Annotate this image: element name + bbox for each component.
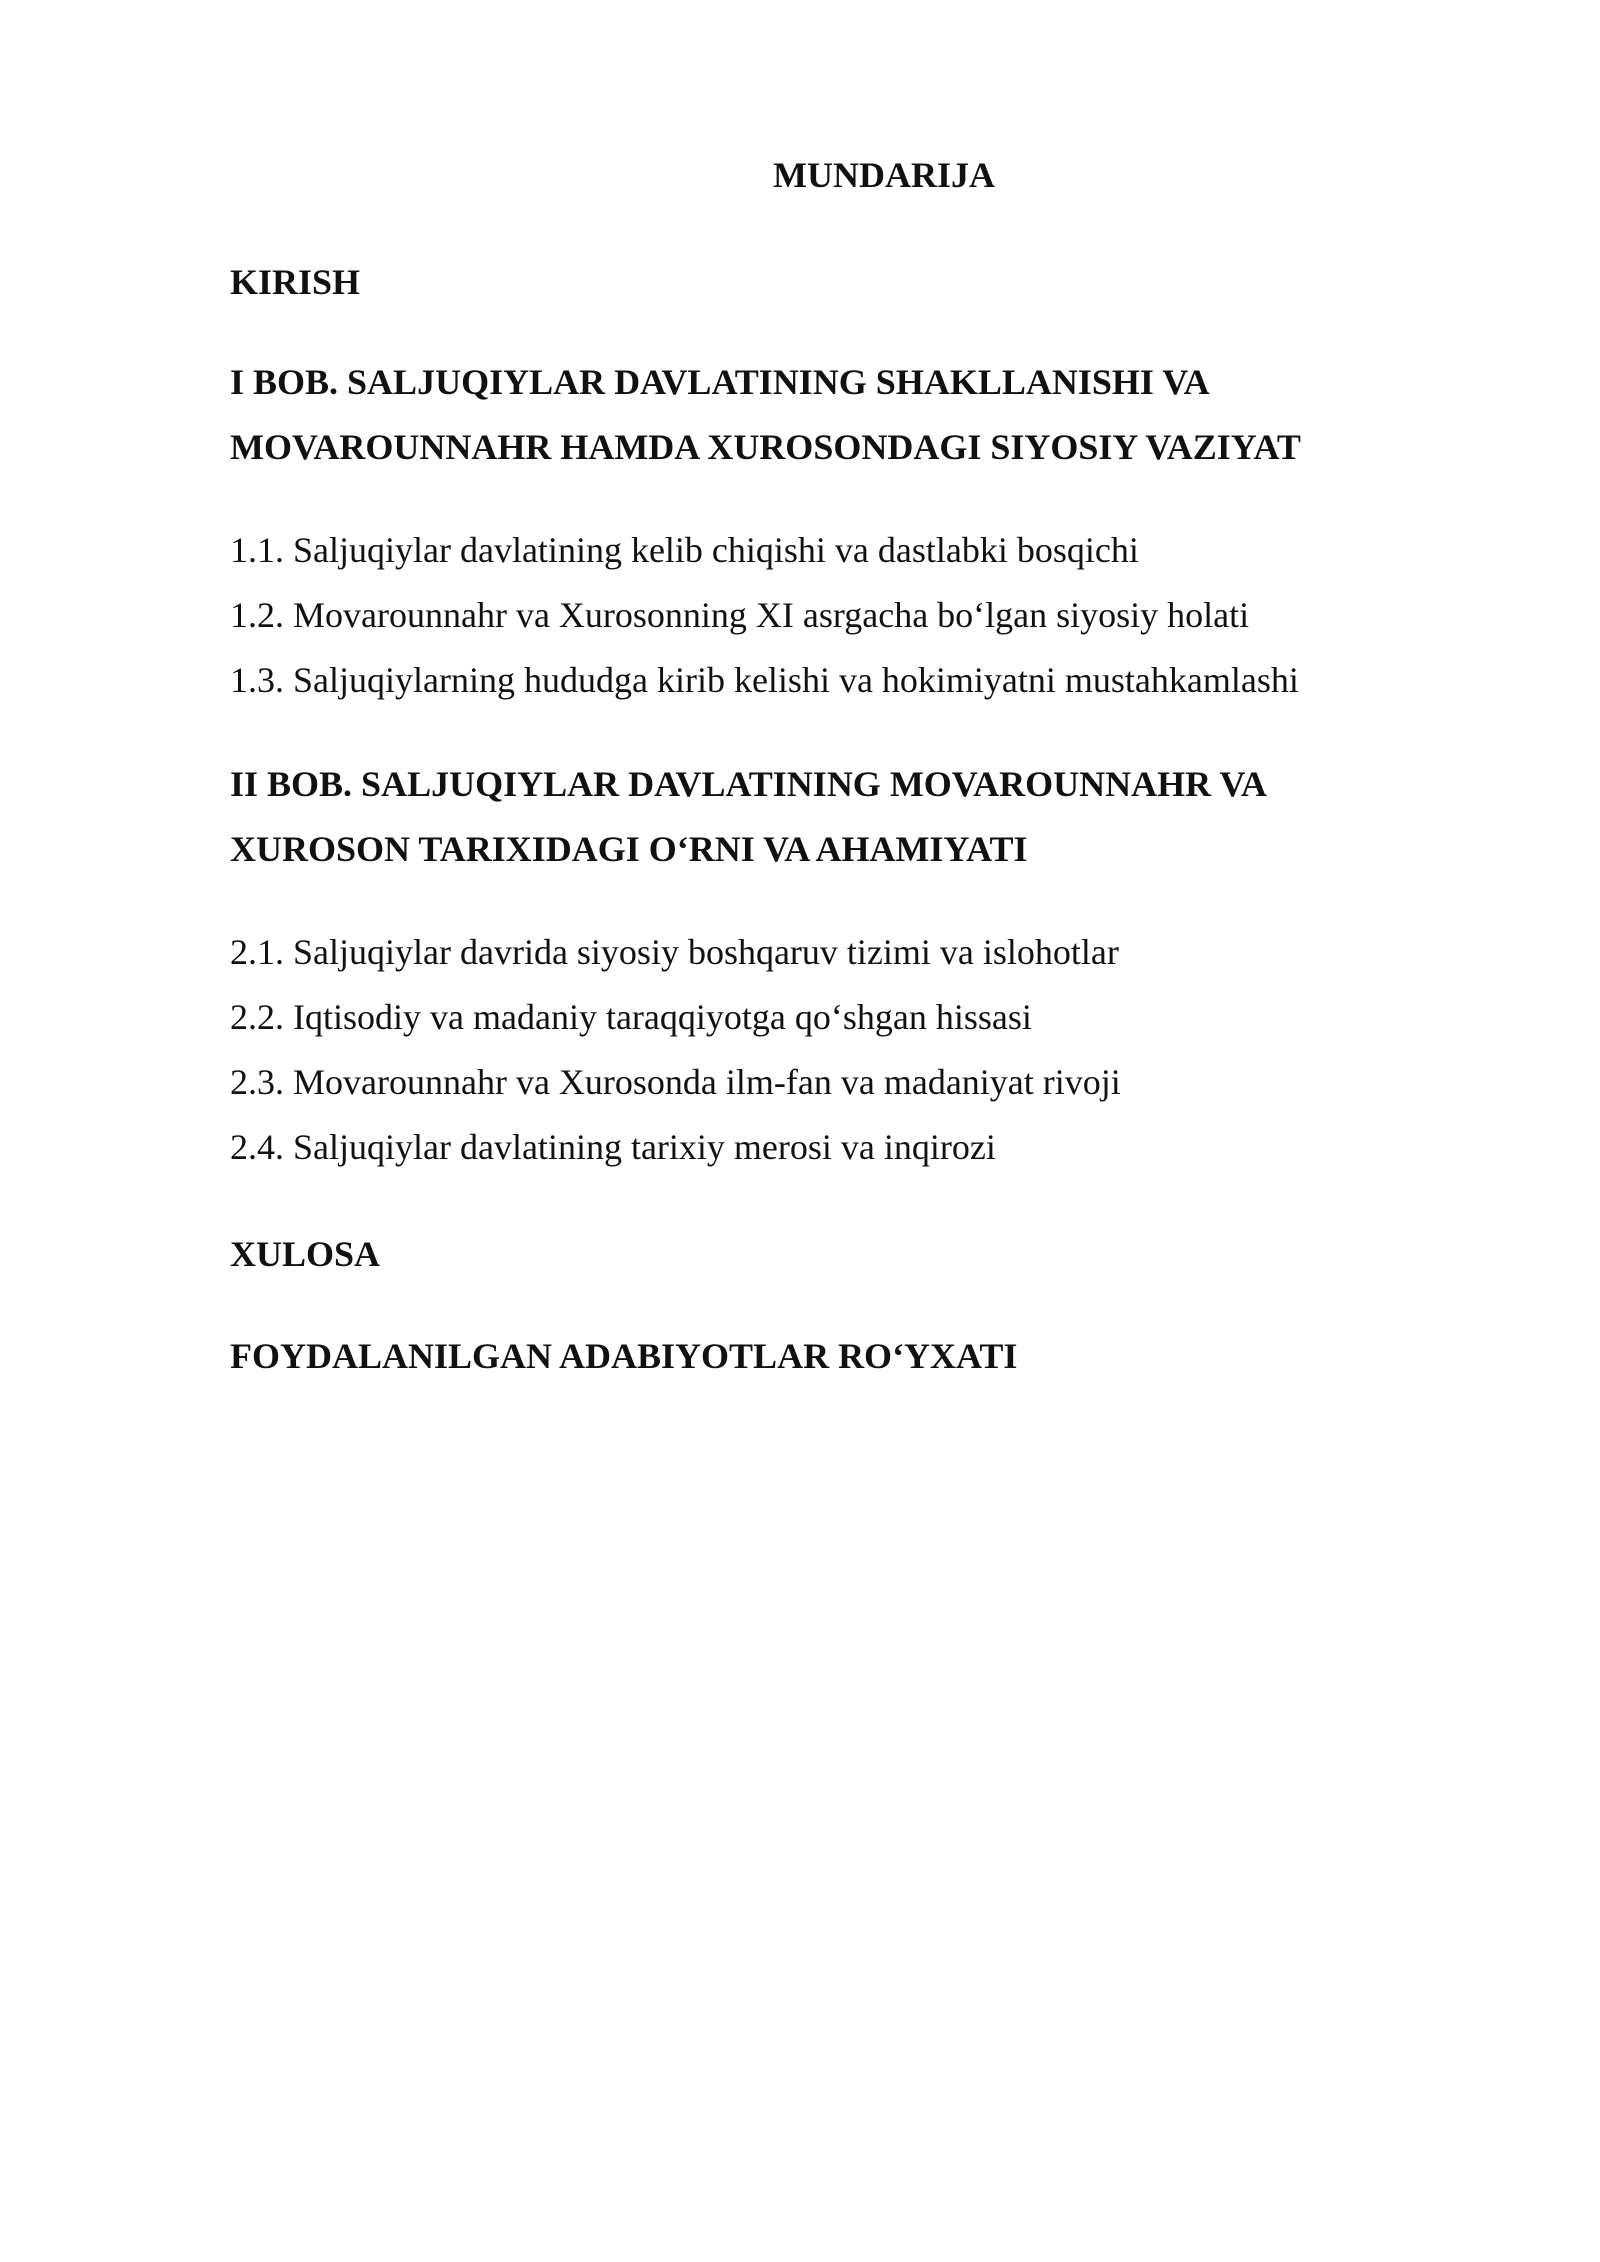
toc-item-2-4: 2.4. Saljuqiylar davlatining tarixiy merosi va inqirozi: [230, 1127, 996, 1167]
chapter1-items: [230, 518, 1299, 713]
toc-item-1-3: 1.3. Saljuqiylarning hududga kirib kelishi va hokimiyatni mustahkamlashi: [230, 660, 1299, 700]
toc-title: MUNDARIJA: [773, 155, 995, 195]
toc-conclusion: XULOSA: [230, 1234, 381, 1274]
references-block: [230, 1324, 1017, 1389]
toc-item-2-3: 2.3. Movarounnahr va Xurosonda ilm-fan va madaniyat rivoji: [230, 1062, 1121, 1102]
chapter2-heading-line2: XUROSON TARIXIDAGI O‘RNI VA AHAMIYATI: [230, 829, 1028, 869]
conclusion-block: [230, 1222, 380, 1287]
chapter2-block: [230, 752, 1267, 882]
toc-item-2-1: 2.1. Saljuqiylar davrida siyosiy boshqaruv tizimi va islohotlar: [230, 932, 1119, 972]
toc-intro: KIRISH: [230, 262, 361, 302]
toc-item-2-2: 2.2. Iqtisodiy va madaniy taraqqiyotga qo‘shgan hissasi: [230, 997, 1032, 1037]
intro-block: [230, 250, 360, 315]
chapter2-heading-line1: II BOB. SALJUQIYLAR DAVLATINING MOVAROUNNAHR VA: [230, 764, 1267, 804]
chapter1-block: [230, 350, 1301, 480]
toc-references: FOYDALANILGAN ADABIYOTLAR RO‘YXATI: [230, 1336, 1018, 1376]
toc-item-1-1: 1.1. Saljuqiylar davlatining kelib chiqishi va dastlabki bosqichi: [230, 530, 1139, 570]
chapter2-items: [230, 920, 1121, 1180]
toc-title-block: [230, 150, 1410, 200]
chapter1-heading-line1: I BOB. SALJUQIYLAR DAVLATINING SHAKLLANISHI VA: [230, 362, 1210, 402]
toc-item-1-2: 1.2. Movarounnahr va Xurosonning XI asrgacha bo‘lgan siyosiy holati: [230, 595, 1250, 635]
chapter1-heading-line2: MOVAROUNNAHR HAMDA XUROSONDAGI SIYOSIY VAZIYAT: [230, 427, 1301, 467]
